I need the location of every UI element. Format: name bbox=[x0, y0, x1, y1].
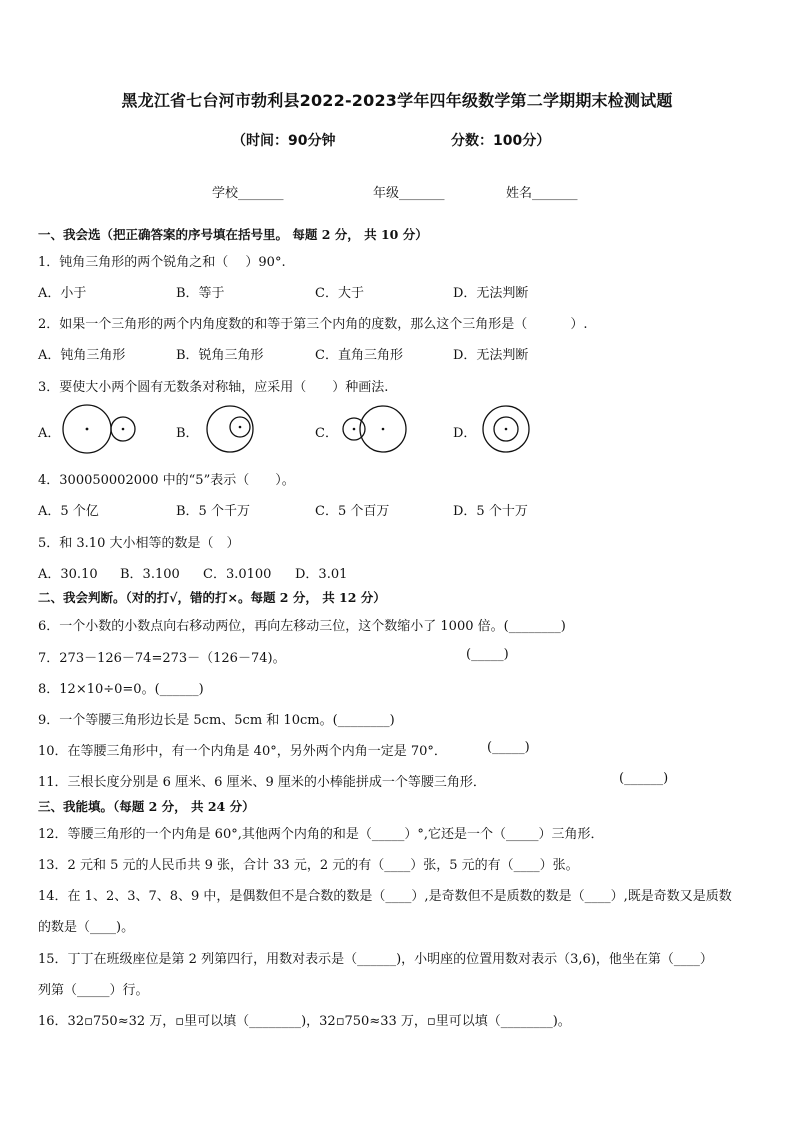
q3-option-b: B． bbox=[176, 426, 199, 441]
grade-field: 年级_______ bbox=[373, 186, 445, 201]
q4-option-a: A．5 个亿 bbox=[38, 504, 99, 519]
circles-figure-c bbox=[340, 403, 410, 455]
question-6: 6．一个小数的小数点向右移动两位，再向左移动三位，这个数缩小了 1000 倍。(________) bbox=[38, 619, 566, 634]
q5-option-d: D．3.01 bbox=[295, 567, 348, 582]
question-15-line-1: 15．丁丁在班级座位是第 2 列第四行，用数对表示是（______)，小明座的位置用数对表示（3,6)，他坐在第（____） bbox=[38, 952, 713, 967]
circles-figure-a bbox=[60, 403, 140, 455]
q2-option-d: D．无法判断 bbox=[453, 348, 529, 363]
exam-time: （时间：90分钟 bbox=[232, 133, 336, 149]
question-9: 9．一个等腰三角形边长是 5cm、5cm 和 10cm。(________) bbox=[38, 713, 395, 728]
question-12: 12．等腰三角形的一个内角是 60°,其他两个内角的和是（_____）°,它还是一个（_____）三角形． bbox=[38, 827, 604, 842]
q4-option-d: D．5 个十万 bbox=[453, 504, 528, 519]
q4-option-b: B．5 个千万 bbox=[176, 504, 250, 519]
name-field: 姓名_______ bbox=[506, 186, 578, 201]
q1-option-c: C．大于 bbox=[315, 286, 364, 301]
section-2-heading: 二、我会判断。（对的打√，错的打×。每题 2 分， 共 12 分） bbox=[38, 590, 386, 605]
q3-option-c: C． bbox=[315, 426, 338, 441]
question-10: 10．在等腰三角形中，有一个内角是 40°，另外两个内角一定是 70°． bbox=[38, 744, 447, 759]
q2-option-b: B．锐角三角形 bbox=[176, 348, 264, 363]
q1-option-b: B．等于 bbox=[176, 286, 225, 301]
q1-option-a: A．小于 bbox=[38, 286, 87, 301]
school-field: 学校_______ bbox=[212, 186, 284, 201]
circles-figure-b bbox=[204, 403, 256, 455]
q11-answer-blank: (______) bbox=[619, 771, 669, 786]
circles-figure-d bbox=[480, 403, 532, 455]
question-15-line-2: 列第（_____）行。 bbox=[38, 983, 149, 998]
q2-option-c: C．直角三角形 bbox=[315, 348, 403, 363]
section-3-heading: 三、我能填。（每题 2 分， 共 24 分） bbox=[38, 799, 255, 814]
question-2: 2．如果一个三角形的两个内角度数的和等于第三个内角的度数，那么这个三角形是（ ）. bbox=[38, 317, 588, 332]
q7-answer-blank: (_____) bbox=[466, 647, 509, 662]
question-4: 4．300050002000 中的“5”表示（ ）。 bbox=[38, 473, 295, 488]
q10-answer-blank: (_____) bbox=[487, 740, 530, 755]
question-14-line-2: 的数是（____)。 bbox=[38, 920, 135, 935]
exam-title: 黑龙江省七台河市勃利县2022-2023学年四年级数学第二学期期末检测试题 bbox=[121, 91, 673, 110]
section-1-heading: 一、我会选（把正确答案的序号填在括号里。 每题 2 分， 共 10 分） bbox=[38, 227, 428, 242]
q2-option-a: A．钝角三角形 bbox=[38, 348, 126, 363]
question-16: 16．32▫750≈32 万，▫里可以填（________)，32▫750≈33 万，▫里可以填（________)。 bbox=[38, 1014, 571, 1029]
q4-option-c: C．5 个百万 bbox=[315, 504, 390, 519]
exam-score: 分数：100分） bbox=[451, 133, 551, 149]
question-14-line-1: 14．在 1、2、3、7、8、9 中，是偶数但不是合数的数是（____）,是奇数但不是质数的数是（____）,既是奇数又是质数 bbox=[38, 889, 732, 904]
q5-option-b: B．3.100 bbox=[120, 567, 180, 582]
question-1: 1．钝角三角形的两个锐角之和（ ）90°. bbox=[38, 255, 286, 270]
q5-option-a: A．30.10 bbox=[38, 567, 98, 582]
question-3: 3．要使大小两个圆有无数条对称轴，应采用（ ）种画法. bbox=[38, 380, 389, 395]
question-11: 11．三根长度分别是 6 厘米、6 厘米、9 厘米的小棒能拼成一个等腰三角形． bbox=[38, 775, 486, 790]
q3-option-a: A． bbox=[38, 426, 61, 441]
question-5: 5．和 3.10 大小相等的数是（ ） bbox=[38, 536, 240, 551]
q1-option-d: D．无法判断 bbox=[453, 286, 529, 301]
question-8: 8．12×10÷0=0。(______) bbox=[38, 682, 204, 697]
question-13: 13．2 元和 5 元的人民币共 9 张，合计 33 元，2 元的有（____）张，5 元的有（____）张。 bbox=[38, 858, 579, 873]
q3-option-d: D． bbox=[453, 426, 477, 441]
question-7: 7．273－126－74=273－（126－74)。 bbox=[38, 651, 286, 666]
q5-option-c: C．3.0100 bbox=[203, 567, 272, 582]
